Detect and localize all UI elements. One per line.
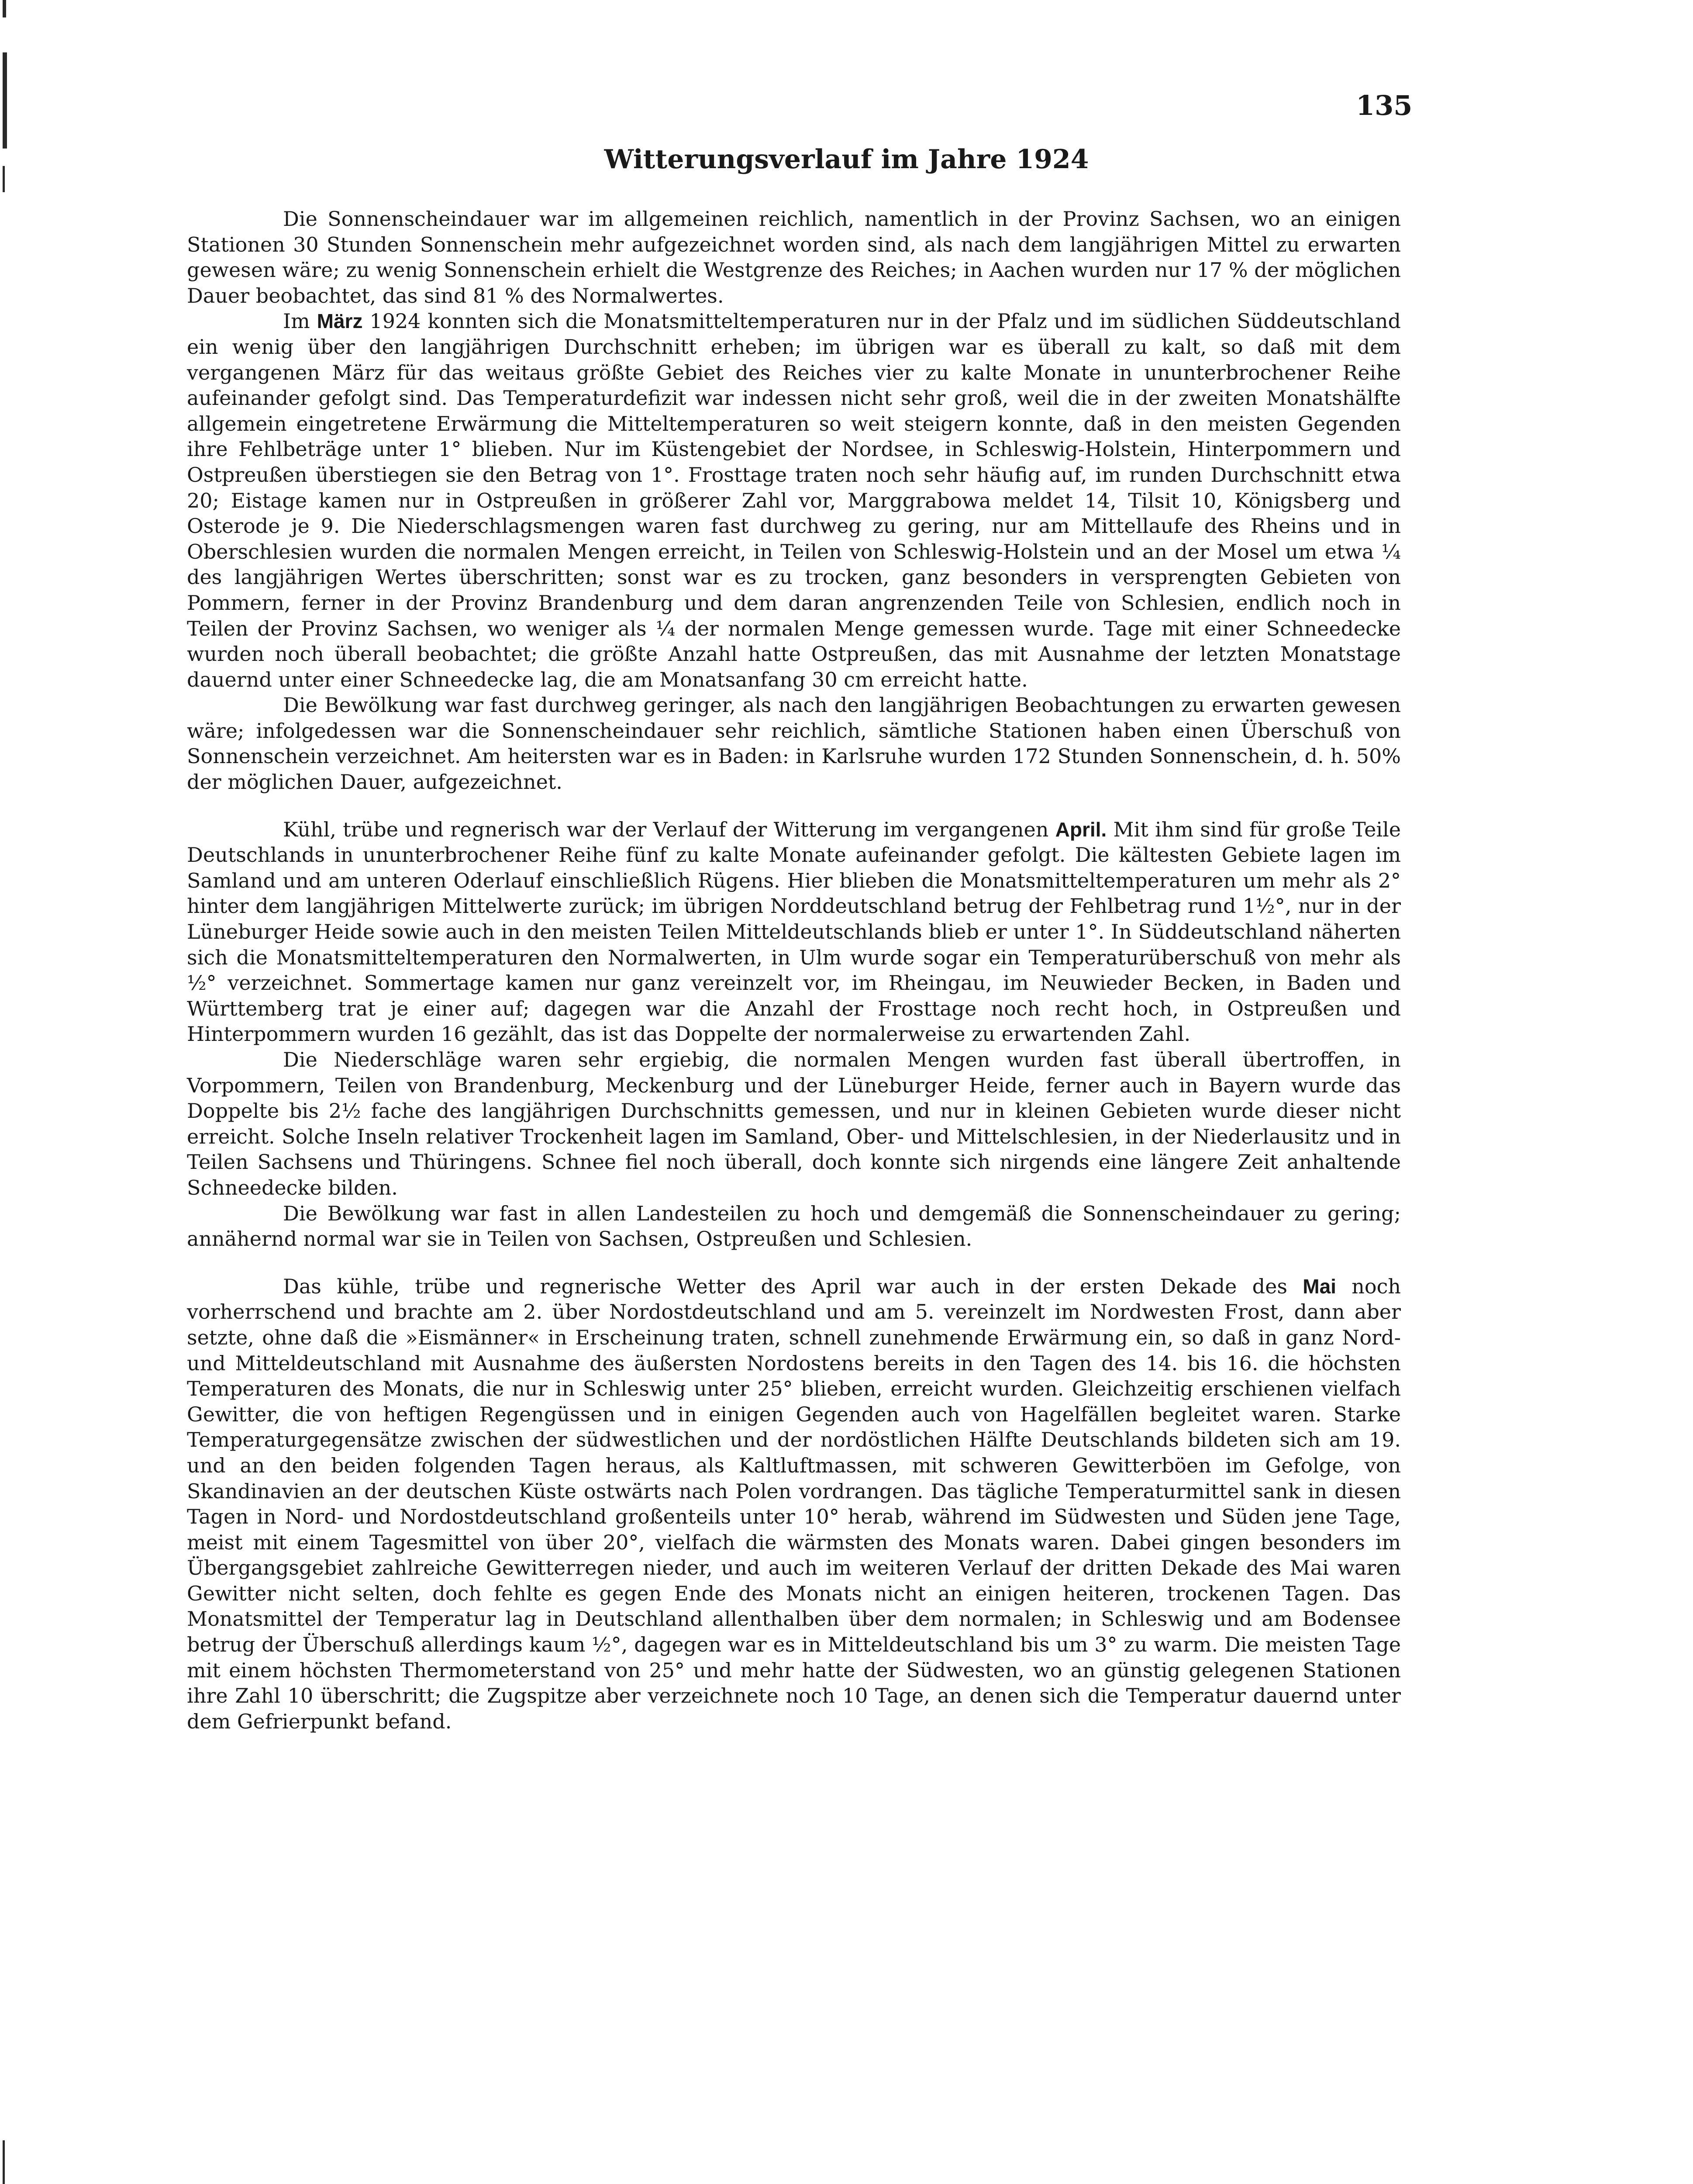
paragraph-text: Das kühle, trübe und regnerische Wetter des April war auch in der ersten Dekade des <box>283 1274 1303 1298</box>
paragraph-text: Kühl, trübe und regnerisch war der Verlauf der Witterung im vergangenen <box>283 817 1055 841</box>
scan-edge-mark <box>3 0 6 17</box>
page-number: 135 <box>1356 90 1413 121</box>
month-heading: April. <box>1055 818 1107 841</box>
paragraph-text: Die Sonnenscheindauer war im allgemeinen reichlich, namentlich in der Provinz Sachsen, wo an einigen Stationen 30 Stunden Sonnenschein mehr aufgezeichnet worden sind, als nach dem langjährigen Mittel zu erwarten gewesen wäre; zu wenig Sonnenschein erhielt die Westgrenze des Reiches; in Aachen wurden nur 17 % der möglichen Dauer beobachtet, das sind 81 % des Normalwertes. <box>187 207 1401 308</box>
paragraph <box>187 206 1401 308</box>
paragraph-text: noch vorherrschend und brachte am 2. über Nordostdeutschland und am 5. vereinzelt im Nordwesten Frost, dann aber setzte, ohne daß die »Eismänner« in Erscheinung traten, schnell zunehmende Erwärmung ein, so daß in ganz Nord- und Mitteldeutschland mit Ausnahme des äußersten Nordostens bereits in den Tagen des 14. bis 16. die höchsten Temperaturen des Monats, die nur in Schleswig unter 25° blieben, erreicht wurden. Gleichzeitig erschienen vielfach Gewitter, die von heftigen Regengüssen und in einigen Gegenden auch von Hagelfällen begleitet waren. Starke Temperaturgegensätze zwischen der südwestlichen und der nordöstlichen Hälfte Deutschlands bildeten sich am 19. und an den beiden folgenden Tagen heraus, als Kaltluftmassen, mit schweren Gewitterböen im Gefolge, von Skandinavien an der deutschen Küste ostwärts nach Polen vordrangen. Das tägliche Temperaturmittel sank in diesen Tagen in Nord- und Nordostdeutschland großenteils unter 10° herab, während im Südwesten und Süden jene Tage, meist mit einem Tagesmittel von über 20°, vielfach die wärmsten des Monats waren. Dabei gingen besonders im Übergangsgebiet zahlreiche Gewitterregen nieder, und auch im weiteren Verlauf der dritten Dekade des Mai waren Gewitter nicht selten, doch fehlte es gegen Ende des Monats nicht an einigen heiteren, trockenen Tagen. Das Monatsmittel der Temperatur lag in Deutschland allenthalben über dem normalen; in Schleswig und am Bodensee betrug der Überschuß allerdings kaum ½°, dagegen war es in Mitteldeutschland bis um 3° zu warm. Die meisten Tage mit einem höchsten Thermometerstand von 25° und mehr hatte der Südwesten, wo an günstig gelegenen Stationen ihre Zahl 10 überschritt; die Zugspitze aber verzeichnete noch 10 Tage, an denen sich die Temperatur dauernd unter dem Gefrierpunkt befand. <box>187 1274 1401 1733</box>
paragraph-text: 1924 konnten sich die Monatsmitteltemperaturen nur in der Pfalz und im südlichen Süddeutschland ein wenig über den langjährigen Durchschnitt erheben; im übrigen war es überall zu kalt, so daß mit dem vergangenen März für das weitaus größte Gebiet des Reiches vier zu kalte Monate in ununterbrochener Reihe aufeinander gefolgt sind. Das Temperaturdefizit war indessen nicht sehr groß, weil die in der zweiten Monatshälfte allgemein eingetretene Erwärmung die Mitteltemperaturen so weit steigern konnte, daß in den meisten Gegenden ihre Fehlbeträge unter 1° blieben. Nur im Küstengebiet der Nordsee, in Schleswig-Holstein, Hinterpommern und Ostpreußen überstiegen sie den Betrag von 1°. Frosttage traten noch sehr häufig auf, im runden Durchschnitt etwa 20; Eistage kamen nur in Ostpreußen in größerer Zahl vor, Marggrabowa meldet 14, Tilsit 10, Königsberg und Osterode je 9. Die Niederschlagsmengen waren fast durchweg zu gering, nur am Mittellaufe des Rheins und in Oberschlesien wurden die normalen Mengen erreicht, in Teilen von Schleswig-Holstein und an der Mosel um etwa ¼ des langjährigen Wertes überschritten; sonst war es zu trocken, ganz besonders in versprengten Gebieten von Pommern, ferner in der Provinz Brandenburg und dem daran angrenzenden Teile von Schlesien, endlich noch in Teilen der Provinz Sachsen, wo weniger als ¼ der normalen Menge gemessen wurde. Tage mit einer Schneedecke wurden noch überall beobachtet; die größte Anzahl hatte Ostpreußen, das mit Ausnahme der letzten Monatstage dauernd unter einer Schneedecke lag, die am Monatsanfang 30 cm erreicht hatte. <box>187 309 1401 691</box>
paragraph-text: Mit ihm sind für große Teile Deutschlands in ununterbrochener Reihe fünf zu kalte Monate aufeinander gefolgt. Die kältesten Gebiete lagen im Samland und am unteren Oderlauf einschließlich Rügens. Hier blieben die Monatsmitteltemperaturen um mehr als 2° hinter dem langjährigen Mittelwerte zurück; im übrigen Norddeutschland betrug der Fehlbetrag rund 1½°, nur in der Lüneburger Heide sowie auch in den meisten Teilen Mitteldeutschlands blieb er unter 1°. In Süddeutschland näherten sich die Monatsmitteltemperaturen den Normalwerten, in Ulm wurde sogar ein Temperaturüberschuß von mehr als ½° verzeichnet. Sommertage kamen nur ganz vereinzelt vor, im Rheingau, im Neuwieder Becken, in Baden und Württemberg trat je einer auf; dagegen war die Anzahl der Frosttage noch recht hoch, in Ostpreußen und Hinterpommern wurden 16 gezählt, das ist das Doppelte der normalerweise zu erwartenden Zahl. <box>187 817 1401 1046</box>
paragraph-text: Die Bewölkung war fast durchweg geringer, als nach den langjährigen Beobachtungen zu erwarten gewesen wäre; infolgedessen war die Sonnenscheindauer sehr reichlich, sämtliche Stationen haben einen Überschuß von Sonnenschein verzeichnet. Am heitersten war es in Baden: in Karlsruhe wurden 172 Stunden Sonnenschein, d. h. 50% der möglichen Dauer, aufgezeichnet. <box>187 693 1401 794</box>
paragraph-text: Die Bewölkung war fast in allen Landesteilen zu hoch und demgemäß die Sonnenscheindauer zu gering; annähernd normal war sie in Teilen von Sachsen, Ostpreußen und Schlesien. <box>187 1201 1401 1251</box>
paragraph <box>187 692 1401 795</box>
paragraph-text: Die Niederschläge waren sehr ergiebig, die normalen Mengen wurden fast überall übertroffen, in Vorpommern, Teilen von Brandenburg, Meckenburg und der Lüneburger Heide, ferner auch in Bayern wurde das Doppelte bis 2½ fache des langjährigen Durchschnitts gemessen, und nur in kleinen Gebieten wurde dieser nicht erreicht. Solche Inseln relativer Trockenheit lagen im Samland, Ober- und Mittelschlesien, in der Niederlausitz und in Teilen Sachsens und Thüringens. Schnee fiel noch überall, doch konnte sich nirgends eine längere Zeit anhaltende Schneedecke bilden. <box>187 1048 1401 1199</box>
paragraph <box>187 1201 1401 1252</box>
month-heading: März <box>317 310 363 333</box>
paragraph-text: Im <box>283 309 317 333</box>
paragraph <box>187 817 1401 1047</box>
scan-edge-mark <box>3 52 7 149</box>
page-title: Witterungsverlauf im Jahre 1924 <box>604 144 1089 175</box>
paragraph <box>187 308 1401 692</box>
paragraph <box>187 1047 1401 1201</box>
paragraph <box>187 1274 1401 1735</box>
month-heading: Mai <box>1303 1275 1336 1298</box>
document-body <box>187 206 1401 1734</box>
scan-edge-mark <box>3 2140 5 2184</box>
